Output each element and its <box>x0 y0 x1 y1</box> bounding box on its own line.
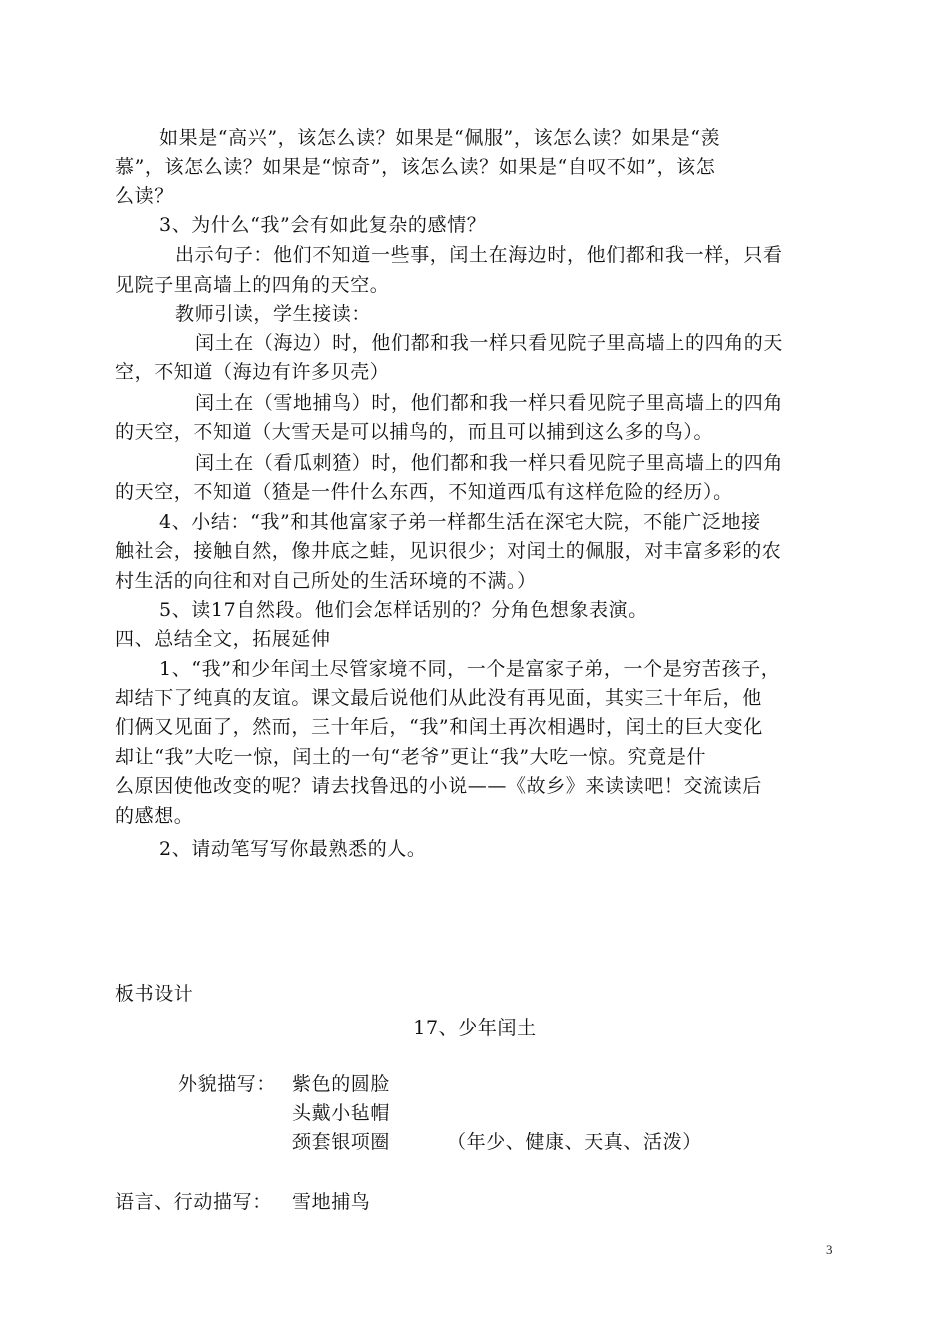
action-label: 语言、行动描写： <box>115 1191 272 1213</box>
paragraph-line: 闰土在（雪地捕鸟）时，他们都和我一样只看见院子里高墙上的四角 <box>195 392 784 414</box>
appearance-item: 头戴小毡帽 <box>292 1102 391 1124</box>
paragraph-line: 空，不知道（海边有许多贝壳） <box>115 361 390 383</box>
paragraph-line: 的天空，不知道（猹是一件什么东西，不知道西瓜有这样危险的经历）。 <box>115 481 733 503</box>
paragraph-line: 教师引读，学生接读： <box>175 303 372 325</box>
page-number: 3 <box>826 1242 833 1257</box>
paragraph-line: 么原因使他改变的呢？请去找鲁迅的小说——《故乡》来读读吧！交流读后 <box>115 775 762 797</box>
paragraph-line: 的天空，不知道（大雪天是可以捕鸟的，而且可以捕到这么多的鸟）。 <box>115 421 714 443</box>
section-heading: 四、总结全文，拓展延伸 <box>115 628 331 650</box>
appearance-label: 外貌描写： <box>178 1073 277 1095</box>
paragraph-line: 3、为什么“我”会有如此复杂的感情？ <box>159 214 487 236</box>
paragraph-line: 2、请动笔写写你最熟悉的人。 <box>159 838 427 860</box>
paragraph-line: 们俩又见面了，然而，三十年后，“我”和闰土再次相遇时，闰土的巨大变化 <box>115 716 763 738</box>
paragraph-line: 么读？ <box>115 185 174 207</box>
paragraph-line: 闰土在（看瓜刺猹）时，他们都和我一样只看见院子里高墙上的四角 <box>195 452 784 474</box>
paragraph-line: 5、读17自然段。他们会怎样话别的？分角色想象表演。 <box>159 599 648 621</box>
paragraph-line: 村生活的向往和对自己所处的生活环境的不满。） <box>115 570 537 592</box>
paragraph-line: 出示句子：他们不知道一些事，闰土在海边时，他们都和我一样，只看 <box>175 244 783 266</box>
paragraph-line: 却结下了纯真的友谊。课文最后说他们从此没有再见面，其实三十年后，他 <box>115 687 762 709</box>
board-title: 17、少年闰土 <box>413 1017 537 1039</box>
paragraph-line: 触社会，接触自然，像井底之蛙，见识很少；对闰土的佩服，对丰富多彩的农 <box>115 540 782 562</box>
paragraph-line: 慕”，该怎么读？如果是“惊奇”，该怎么读？如果是“自叹不如”，该怎 <box>115 156 716 178</box>
appearance-summary: （年少、健康、天真、活泼） <box>447 1131 702 1153</box>
paragraph-line: 的感想。 <box>115 805 194 827</box>
paragraph-line: 4、小结：“我”和其他富家子弟一样都生活在深宅大院，不能广泛地接 <box>159 511 761 533</box>
paragraph-line: 却让“我”大吃一惊，闰土的一句“老爷”更让“我”大吃一惊。究竟是什 <box>115 746 707 768</box>
paragraph-line: 如果是“高兴”，该怎么读？如果是“佩服”，该怎么读？如果是“羡 <box>159 127 721 149</box>
appearance-item: 颈套银项圈 <box>292 1131 391 1153</box>
board-design-heading: 板书设计 <box>115 983 194 1005</box>
action-item: 雪地捕鸟 <box>292 1191 371 1213</box>
appearance-item: 紫色的圆脸 <box>292 1073 391 1095</box>
paragraph-line: 闰土在（海边）时，他们都和我一样只看见院子里高墙上的四角的天 <box>195 332 784 354</box>
paragraph-line: 1、“我”和少年闰土尽管家境不同，一个是富家子弟，一个是穷苦孩子， <box>159 658 781 680</box>
paragraph-line: 见院子里高墙上的四角的天空。 <box>115 274 390 296</box>
